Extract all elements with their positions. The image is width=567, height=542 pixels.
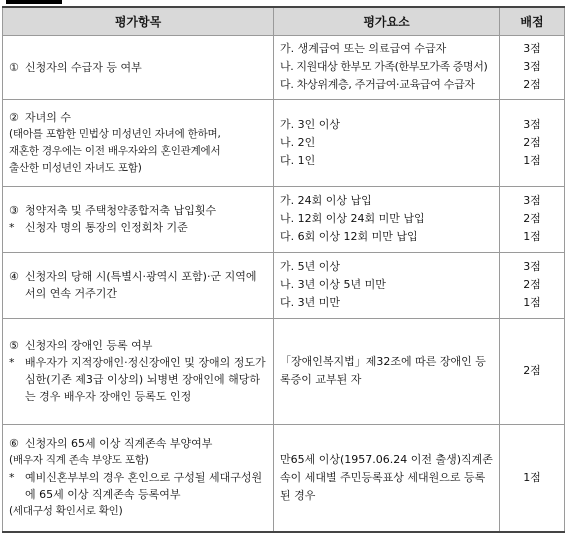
criteria-title: 신청자의 65세 이상 직계존속 부양여부 [25, 437, 213, 451]
table-row [3, 252, 565, 318]
criteria-title: 자녀의 수 [25, 110, 72, 124]
table-row [3, 35, 565, 99]
row-number: ⑤ [9, 339, 19, 352]
option-line: 다. 1인 [280, 153, 316, 167]
criteria-bullet: 배우자가 지적장애인·정신장애인 및 장애의 정도가 심한(기존 제3급 이상의) 뇌병변 장애인에 해당하는 경우 배우자 장애인 등록도 인정 [25, 356, 266, 403]
row-number: ③ [9, 204, 19, 217]
score: 1점 [523, 296, 541, 309]
option-line: 나. 2인 [280, 135, 316, 149]
score: 1점 [523, 470, 541, 484]
criteria-note: (태아를 포함한 민법상 미성년인 자녀에 한하며, [9, 127, 221, 140]
elements-cell [274, 186, 500, 252]
criteria-note: (배우자 직계 존속 부양도 포함) [9, 454, 149, 467]
criteria-cell [3, 318, 274, 424]
criteria-cell [3, 424, 274, 532]
points-cell [500, 35, 565, 99]
criteria-cell [3, 99, 274, 186]
score: 3점 [523, 194, 541, 207]
score: 2점 [523, 278, 541, 291]
table-row [3, 318, 565, 424]
bullet-mark: * [9, 221, 15, 234]
table-row [3, 99, 565, 186]
criteria-note: (세대구성 확인서로 확인) [9, 505, 123, 518]
option-line: 나. 12회 이상 24회 미만 납입 [280, 212, 425, 225]
score: 2점 [523, 364, 541, 377]
elements-cell [274, 99, 500, 186]
option-line: 가. 24회 이상 납입 [280, 194, 372, 207]
option-line: 가. 3인 이상 [280, 117, 340, 131]
table-row [3, 186, 565, 252]
criteria-cell [3, 186, 274, 252]
criteria-note: 재혼한 경우에는 이전 배우자와의 혼인관계에서 [9, 144, 221, 157]
header-elements: 평가요소 [274, 7, 500, 35]
bullet-mark: * [9, 356, 15, 369]
option-line: 나. 지원대상 한부모 가족(한부모가족 증명서) [280, 60, 488, 73]
score: 1점 [523, 153, 541, 167]
row-number: ② [9, 110, 19, 124]
points-cell [500, 186, 565, 252]
element-text: 만65세 이상(1957.06.24 이전 출생)직계존속이 세대별 주민등록표상 세대원으로 등록된 경우 [280, 452, 493, 502]
elements-cell [274, 318, 500, 424]
option-line: 나. 3년 이상 5년 미만 [280, 278, 386, 291]
table-row [3, 424, 565, 532]
criteria-title: 신청자의 수급자 등 여부 [25, 60, 142, 74]
criteria-title: 청약저축 및 주택청약종합저축 납입횟수 [25, 204, 217, 217]
score: 3점 [523, 42, 541, 55]
score: 2점 [523, 135, 541, 149]
header-accent-bar [6, 0, 62, 4]
criteria-title: 신청자의 당해 시(특별시·광역시 포함)·군 지역에서의 연속 거주기간 [25, 270, 257, 300]
row-number: ① [9, 60, 19, 74]
elements-cell [274, 35, 500, 99]
evaluation-table [2, 6, 565, 533]
criteria-bullet: 예비신혼부부의 경우 혼인으로 구성될 세대구성원에 65세 이상 직계존속 등록여부 [25, 471, 263, 502]
score: 2점 [523, 212, 541, 225]
option-line: 가. 5년 이상 [280, 260, 340, 273]
row-number: ⑥ [9, 437, 19, 451]
points-cell [500, 318, 565, 424]
score: 3점 [523, 60, 541, 73]
score: 2점 [523, 78, 541, 91]
criteria-note: 출산한 미성년인 자녀도 포함) [9, 161, 142, 174]
criteria-cell [3, 252, 274, 318]
option-line: 다. 3년 미만 [280, 296, 340, 309]
element-text: 「장애인복지법」제32조에 따른 장애인 등록증이 교부된 자 [280, 355, 486, 386]
score: 3점 [523, 260, 541, 273]
points-cell [500, 424, 565, 532]
row-number: ④ [9, 270, 19, 283]
score: 3점 [523, 117, 541, 131]
bullet-mark: * [9, 471, 15, 485]
points-cell [500, 252, 565, 318]
option-line: 가. 생계급여 또는 의료급여 수급자 [280, 42, 447, 55]
score: 1점 [523, 230, 541, 243]
header-points: 배점 [500, 7, 565, 35]
header-criteria: 평가항목 [3, 7, 274, 35]
table-header-row [3, 7, 565, 35]
points-cell [500, 99, 565, 186]
criteria-bullet: 신청자 명의 통장의 인정회차 기준 [25, 221, 188, 234]
elements-cell [274, 424, 500, 532]
elements-cell [274, 252, 500, 318]
option-line: 다. 6회 이상 12회 미만 납입 [280, 230, 418, 243]
option-line: 다. 차상위계층, 주거급여·교육급여 수급자 [280, 78, 475, 91]
criteria-title: 신청자의 장애인 등록 여부 [25, 339, 153, 352]
criteria-cell [3, 35, 274, 99]
